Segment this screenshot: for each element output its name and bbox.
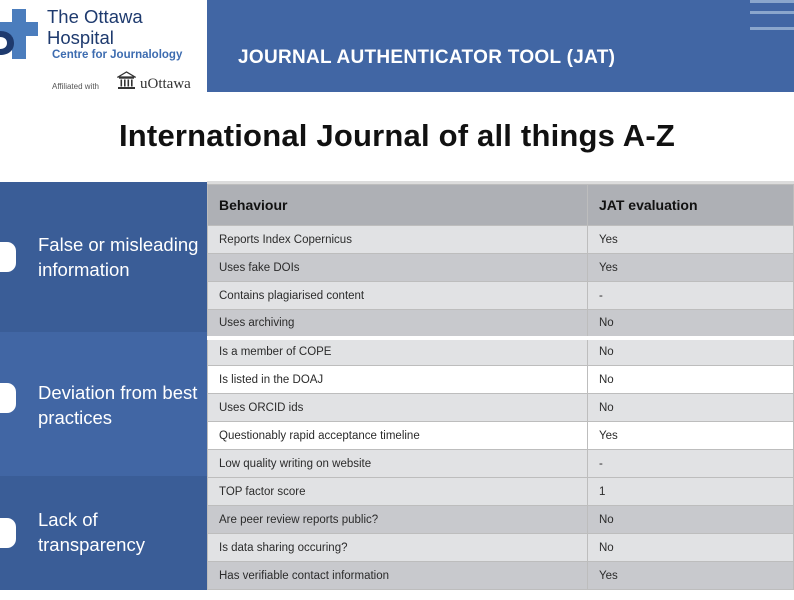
table-row — [208, 534, 794, 562]
behaviour-cell: Uses ORCID ids — [208, 394, 588, 422]
page-bottom-margin — [0, 590, 794, 600]
university-name: uOttawa — [140, 76, 191, 92]
category-label: Deviation from best practices — [38, 382, 198, 428]
table-row — [208, 366, 794, 394]
evaluation-cell: No — [588, 366, 794, 394]
hospital-name — [47, 6, 197, 48]
category-label: Lack of transparency — [38, 509, 145, 555]
behaviour-cell: Is a member of COPE — [208, 338, 588, 366]
category-marker — [0, 242, 16, 272]
table-row — [208, 478, 794, 506]
evaluation-cell: - — [588, 282, 794, 310]
behaviour-cell: Uses fake DOIs — [208, 254, 588, 282]
behaviour-cell: Has verifiable contact information — [208, 562, 588, 590]
table-header-row — [208, 185, 794, 226]
table-row — [208, 506, 794, 534]
category-misleading-information — [0, 182, 207, 332]
behaviour-cell: Questionably rapid acceptance timeline — [208, 422, 588, 450]
evaluation-cell: No — [588, 394, 794, 422]
behaviour-cell: Is data sharing occuring? — [208, 534, 588, 562]
evaluation-cell: - — [588, 450, 794, 478]
hospital-cross-icon — [0, 9, 38, 59]
affiliated-text: Affiliated with — [52, 82, 99, 91]
category-best-practices — [0, 332, 207, 476]
evaluation-cell: No — [588, 506, 794, 534]
university-building-icon — [117, 71, 136, 90]
evaluation-cell: 1 — [588, 478, 794, 506]
category-transparency — [0, 476, 207, 590]
table-row — [208, 394, 794, 422]
table-row — [208, 310, 794, 338]
evaluation-cell: Yes — [588, 562, 794, 590]
hamburger-menu-icon[interactable] — [750, 0, 794, 32]
behaviour-cell: Low quality writing on website — [208, 450, 588, 478]
column-header-evaluation: JAT evaluation — [588, 185, 794, 226]
evaluation-table — [207, 184, 794, 590]
hospital-logo[interactable] — [0, 0, 207, 92]
table-row — [208, 226, 794, 254]
table-row — [208, 422, 794, 450]
category-marker — [0, 518, 16, 548]
evaluation-cell: No — [588, 310, 794, 338]
behaviour-cell: Are peer review reports public? — [208, 506, 588, 534]
category-marker — [0, 383, 16, 413]
category-label: False or misleading information — [38, 234, 199, 280]
journal-title: International Journal of all things A-Z — [118, 118, 676, 153]
behaviour-cell: Uses archiving — [208, 310, 588, 338]
behaviour-cell: Reports Index Copernicus — [208, 226, 588, 254]
evaluation-cell: Yes — [588, 254, 794, 282]
evaluation-cell: Yes — [588, 422, 794, 450]
centre-name: Centre for Journalology — [52, 49, 183, 61]
column-header-behaviour: Behaviour — [208, 185, 588, 226]
table-row — [208, 450, 794, 478]
behaviour-cell: Is listed in the DOAJ — [208, 366, 588, 394]
header-bar — [207, 0, 794, 92]
evaluation-cell: Yes — [588, 226, 794, 254]
hospital-name-line2: Hospital — [47, 27, 114, 48]
table-row — [208, 282, 794, 310]
evaluation-cell: No — [588, 338, 794, 366]
table-row — [208, 338, 794, 366]
behaviour-cell: Contains plagiarised content — [208, 282, 588, 310]
behaviour-cell: TOP factor score — [208, 478, 588, 506]
evaluation-cell: No — [588, 534, 794, 562]
table-row — [208, 562, 794, 590]
app-title: JOURNAL AUTHENTICATOR TOOL (JAT) — [238, 47, 616, 68]
table-row — [208, 254, 794, 282]
hospital-name-line1: The Ottawa — [47, 6, 143, 27]
